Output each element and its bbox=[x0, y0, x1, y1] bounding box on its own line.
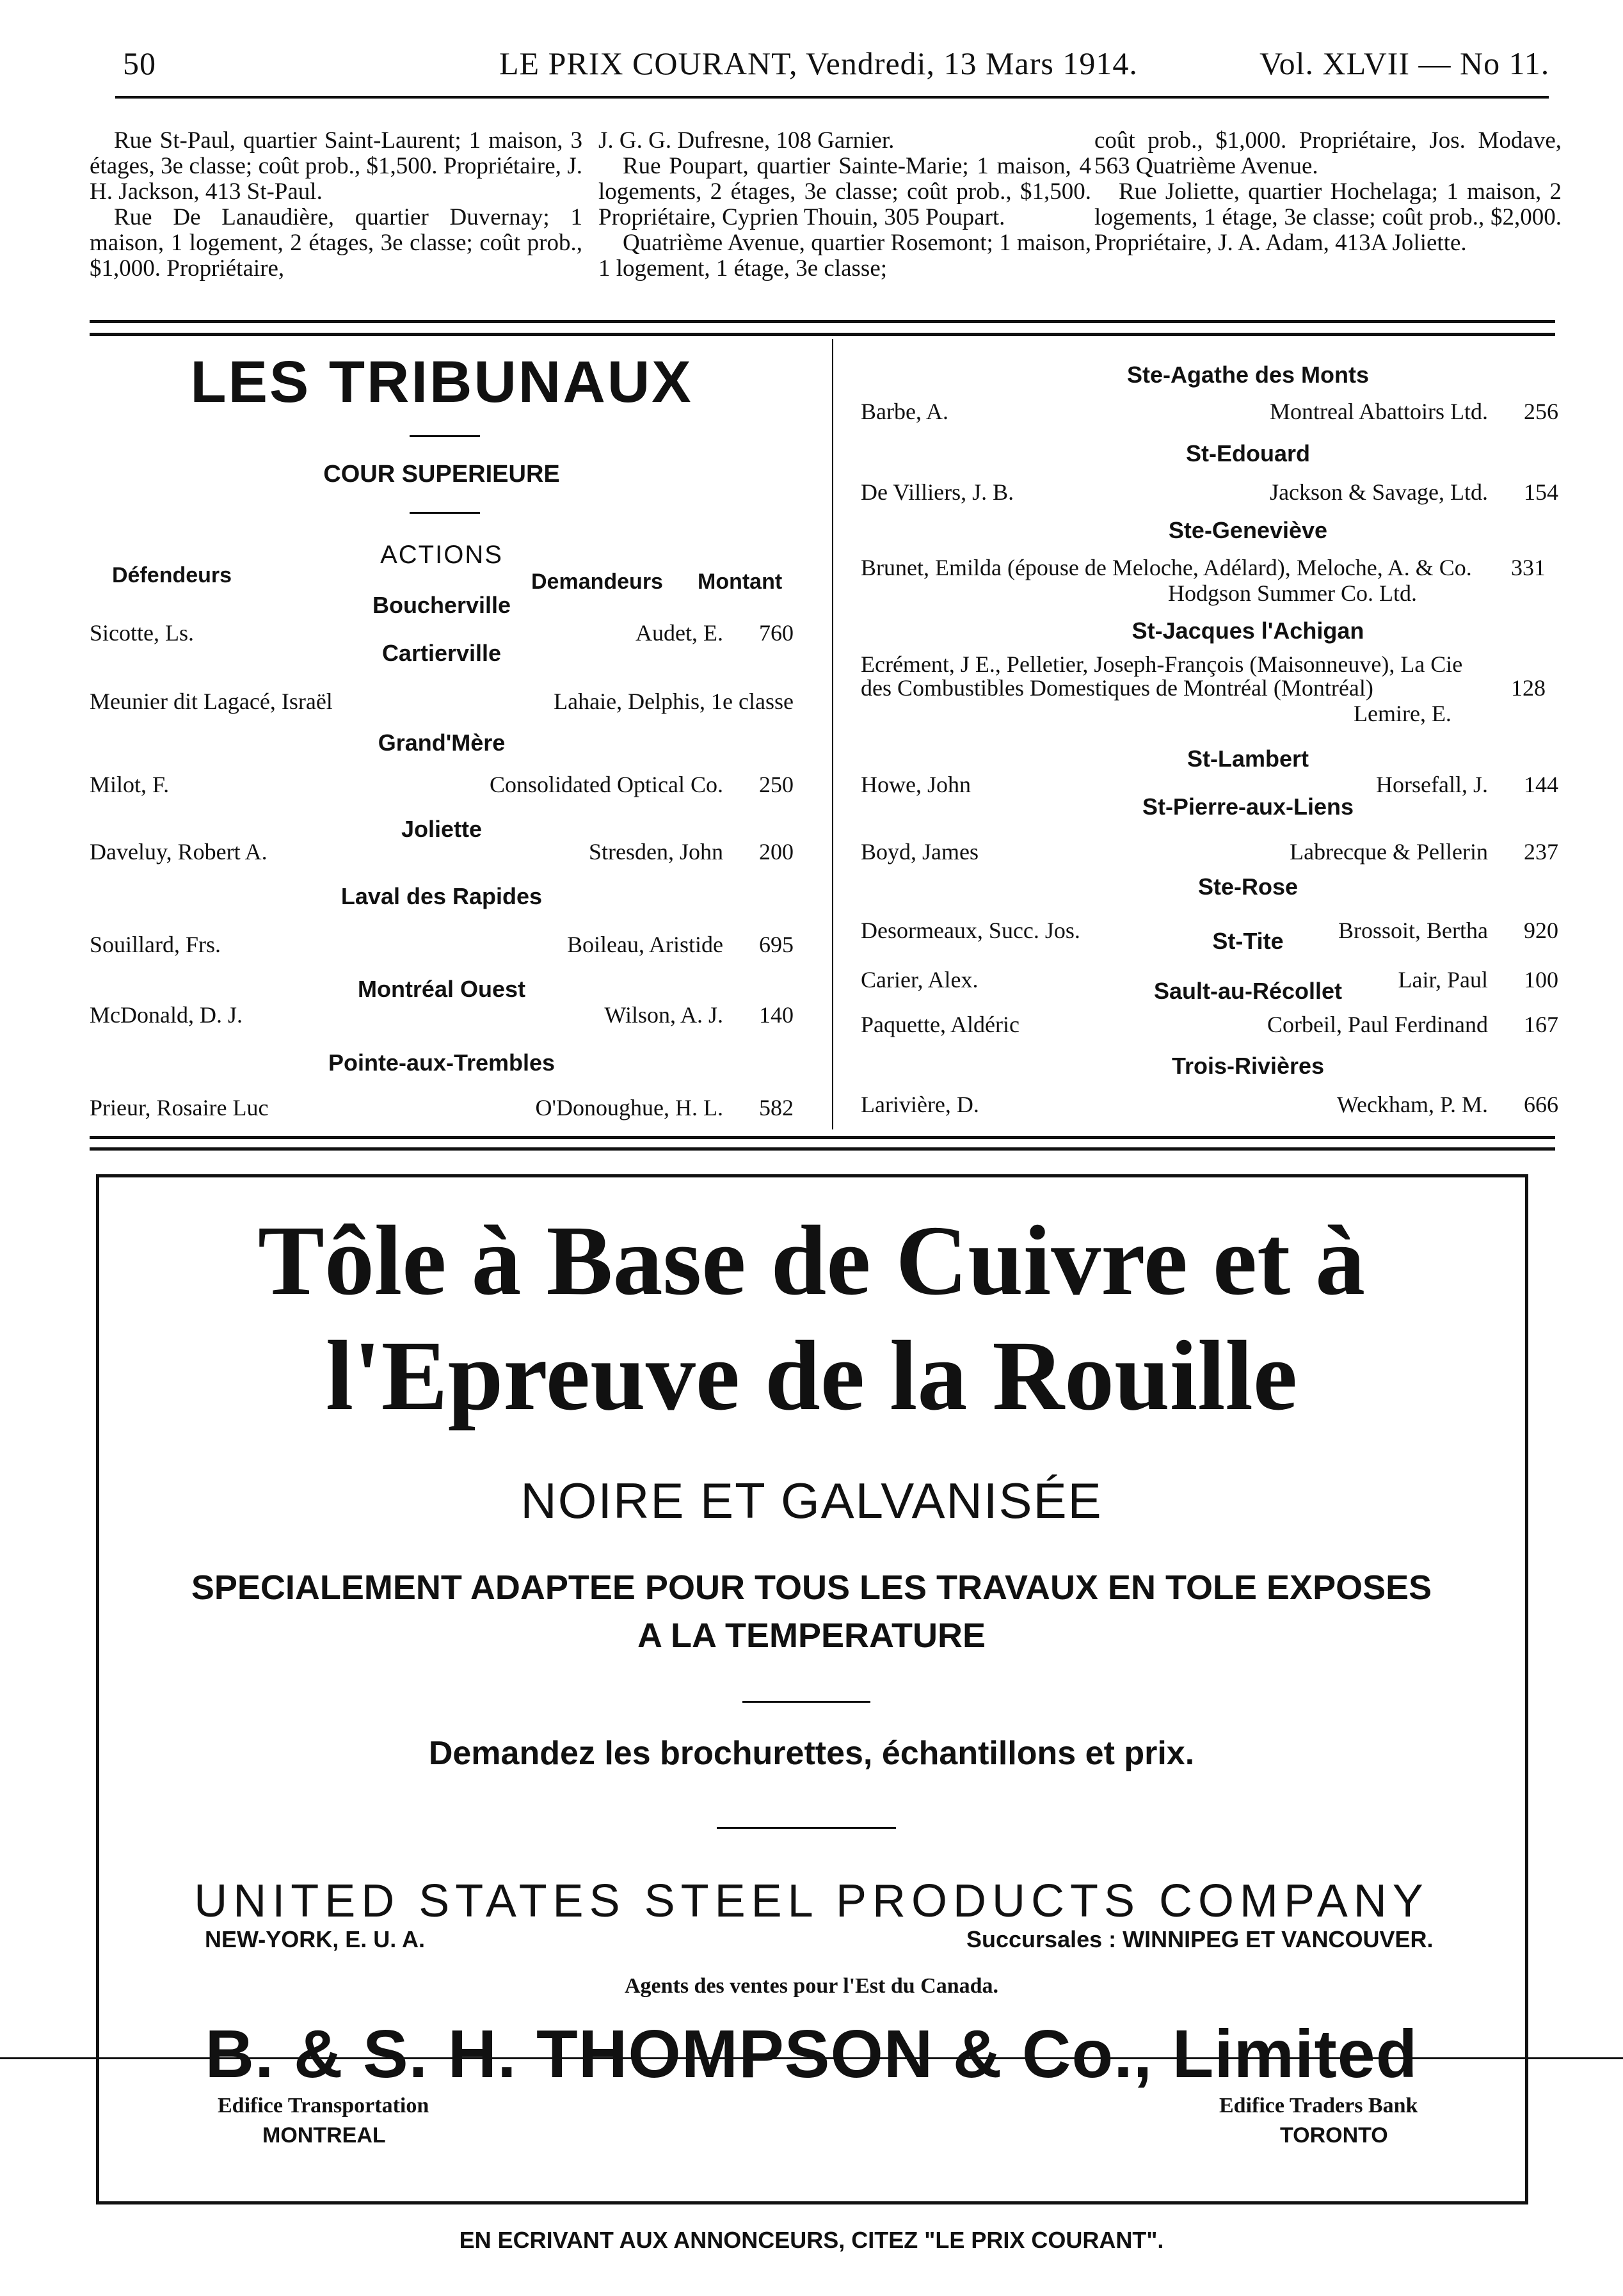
amount: 666 bbox=[1524, 1092, 1558, 1117]
plaintiff: Lahaie, Delphis, 1e classe bbox=[554, 689, 794, 714]
ad-headline-line-1: Tôle à Base de Cuivre et à bbox=[257, 1205, 1366, 1316]
ad-agent-name: B. & S. H. THOMPSON & Co., Limited bbox=[205, 2016, 1418, 2092]
place-heading: Boucherville bbox=[372, 592, 511, 618]
plaintiff: Lemire, E. bbox=[1354, 701, 1451, 726]
place-heading: Cartierville bbox=[381, 640, 502, 666]
place-heading: Ste-Rose bbox=[1197, 873, 1299, 900]
plaintiff: Montreal Abattoirs Ltd. bbox=[1270, 399, 1488, 424]
amount: 920 bbox=[1524, 918, 1558, 943]
amount: 200 bbox=[759, 839, 794, 865]
plaintiff: Jackson & Savage, Ltd. bbox=[1270, 479, 1488, 505]
place-heading: St-Tite bbox=[1212, 928, 1284, 954]
case-row bbox=[861, 398, 1558, 425]
volume-number: Vol. XLVII — No 11. bbox=[1259, 45, 1550, 81]
column-divider bbox=[832, 339, 833, 1129]
plaintiff: Stresden, John bbox=[589, 839, 723, 865]
case-row bbox=[90, 1001, 794, 1028]
ad-office-right-city: TORONTO bbox=[1280, 2123, 1388, 2148]
defendant: Carier, Alex. bbox=[861, 967, 979, 993]
defendant: Boyd, James bbox=[861, 839, 979, 865]
defendant: Brunet, Emilda (épouse de Meloche, Adélard), Meloche, A. & Co. bbox=[861, 555, 1472, 580]
amount: 250 bbox=[759, 772, 794, 797]
tribunaux-title: LES TRIBUNAUX bbox=[190, 349, 693, 415]
plaintiff: Boileau, Aristide bbox=[567, 932, 723, 957]
defendant: Barbe, A. bbox=[861, 399, 948, 424]
plaintiff: Lair, Paul bbox=[1398, 967, 1488, 993]
amount: 760 bbox=[759, 620, 794, 646]
defendant: Ecrément, J E., Pelletier, Joseph-François (Maisonneuve), La Cie des Combustibles Domestiques de Montréal (Montréal) bbox=[861, 651, 1463, 701]
header-montant: Montant bbox=[698, 570, 783, 594]
amount: 100 bbox=[1524, 967, 1558, 993]
plaintiff: Wilson, A. J. bbox=[604, 1002, 723, 1028]
place-heading: St-Pierre-aux-Liens bbox=[1142, 793, 1354, 820]
permit-entry: Rue Joliette, quartier Hochelaga; 1 maison, 2 logements, 1 étage, 3e classe; coût prob., $2,000. Propriétaire, J. A. Adam, 413A Joliette. bbox=[1094, 179, 1562, 256]
place-heading: St-Lambert bbox=[1187, 745, 1309, 772]
amount: 582 bbox=[759, 1095, 794, 1120]
page-footer: EN ECRIVANT AUX ANNONCEURS, CITEZ "LE PRIX COURANT". bbox=[459, 2227, 1164, 2253]
amount: 154 bbox=[1524, 479, 1558, 505]
section-rule bbox=[90, 333, 1555, 336]
amount: 140 bbox=[759, 1002, 794, 1028]
plaintiff: Hodgson Summer Co. Ltd. bbox=[1168, 580, 1418, 606]
case-row bbox=[861, 1011, 1558, 1038]
header-rule bbox=[115, 96, 1549, 99]
permits-column-2 bbox=[598, 128, 1091, 282]
place-heading: St-Jacques l'Achigan bbox=[1131, 618, 1364, 644]
ad-branches: Succursales : WINNIPEG ET VANCOUVER. bbox=[966, 1926, 1434, 1952]
amount: 128 bbox=[1511, 675, 1546, 701]
defendant: Howe, John bbox=[861, 772, 971, 797]
permit-entry: Rue Poupart, quartier Sainte-Marie; 1 maison, 4 logements, 2 étages, 3e classe; coût prob., $1,500. Propriétaire, Cyprien Thouin, 305 Poupart. bbox=[598, 153, 1091, 230]
place-heading: Sault-au-Récollet bbox=[1153, 978, 1343, 1004]
defendant: Paquette, Aldéric bbox=[861, 1012, 1019, 1037]
permit-entry: J. G. G. Dufresne, 108 Garnier. bbox=[598, 127, 895, 154]
ad-office-right-building: Edifice Traders Bank bbox=[1219, 2094, 1418, 2117]
amount: 144 bbox=[1524, 772, 1558, 797]
ad-headline-line-2: l'Epreuve de la Rouille bbox=[325, 1320, 1298, 1431]
section-rule bbox=[90, 1136, 1555, 1139]
permit-entry: Quatrième Avenue, quartier Rosemont; 1 maison, 1 logement, 1 étage, 3e classe; bbox=[598, 230, 1091, 282]
amount: 167 bbox=[1524, 1012, 1558, 1037]
amount: 237 bbox=[1524, 839, 1558, 865]
defendant: Sicotte, Ls. bbox=[90, 620, 194, 646]
place-heading: Montréal Ouest bbox=[357, 976, 526, 1002]
amount: 256 bbox=[1524, 399, 1558, 424]
plaintiff: Weckham, P. M. bbox=[1336, 1092, 1488, 1117]
case-row bbox=[861, 479, 1558, 506]
ad-office-left-city: MONTREAL bbox=[262, 2123, 386, 2148]
running-title: LE PRIX COURANT, Vendredi, 13 Mars 1914. bbox=[499, 45, 1138, 81]
plaintiff: Audet, E. bbox=[636, 620, 723, 646]
place-heading: Ste-Geneviève bbox=[1168, 517, 1328, 543]
defendant: Milot, F. bbox=[90, 772, 170, 797]
ad-company-city: NEW-YORK, E. U. A. bbox=[205, 1926, 425, 1952]
case-row bbox=[861, 555, 1558, 580]
ad-special-line-1: SPECIALEMENT ADAPTEE POUR TOUS LES TRAVAUX EN TOLE EXPOSES bbox=[191, 1568, 1432, 1607]
defendant: Larivière, D. bbox=[861, 1092, 979, 1117]
plaintiff: O'Donoughue, H. L. bbox=[535, 1095, 723, 1120]
amount: 331 bbox=[1511, 555, 1546, 580]
amount: 695 bbox=[759, 932, 794, 957]
ad-divider bbox=[717, 1827, 896, 1829]
defendant: Souillard, Frs. bbox=[90, 932, 221, 957]
permit-entry: coût prob., $1,000. Propriétaire, Jos. Modave, 563 Quatrième Avenue. bbox=[1094, 127, 1562, 179]
ad-office-left-building: Edifice Transportation bbox=[218, 2094, 429, 2117]
section-rule bbox=[90, 320, 1555, 323]
case-row bbox=[861, 1091, 1558, 1118]
ad-company-name: UNITED STATES STEEL PRODUCTS COMPANY bbox=[194, 1876, 1429, 1927]
ad-agents-line: Agents des ventes pour l'Est du Canada. bbox=[624, 1974, 999, 1998]
defendant: De Villiers, J. B. bbox=[861, 479, 1014, 505]
plaintiff: Brossoit, Bertha bbox=[1338, 918, 1488, 943]
court-underline bbox=[410, 512, 480, 514]
defendant: McDonald, D. J. bbox=[90, 1002, 243, 1028]
page-number: 50 bbox=[123, 45, 156, 81]
place-heading: Trois-Rivières bbox=[1171, 1053, 1325, 1079]
header-defendeurs: Défendeurs bbox=[112, 563, 232, 587]
plaintiff: Horsefall, J. bbox=[1376, 772, 1488, 797]
case-row bbox=[90, 688, 794, 715]
place-heading: Pointe-aux-Trembles bbox=[328, 1049, 556, 1076]
case-row bbox=[861, 653, 1558, 700]
place-heading: Joliette bbox=[401, 816, 483, 842]
plaintiff: Labrecque & Pellerin bbox=[1290, 839, 1488, 865]
defendant: Daveluy, Robert A. bbox=[90, 839, 268, 865]
title-underline bbox=[410, 435, 480, 437]
section-rule bbox=[90, 1147, 1555, 1151]
permit-entry: Rue St-Paul, quartier Saint-Laurent; 1 maison, 3 étages, 3e classe; coût prob., $1,500. Propriétaire, J. H. Jackson, 413 St-Paul. bbox=[90, 127, 582, 205]
place-heading: Laval des Rapides bbox=[340, 883, 543, 909]
place-heading: St-Edouard bbox=[1186, 440, 1310, 466]
case-row bbox=[90, 1094, 794, 1121]
ad-special-line-2: A LA TEMPERATURE bbox=[637, 1616, 986, 1655]
case-row bbox=[90, 771, 794, 798]
case-row bbox=[861, 838, 1558, 865]
place-heading: Ste-Agathe des Monts bbox=[1126, 362, 1370, 388]
header-demandeurs: Demandeurs bbox=[531, 570, 663, 594]
defendant: Meunier dit Lagacé, Israël bbox=[90, 689, 333, 714]
case-row bbox=[90, 838, 794, 865]
permits-column-1 bbox=[90, 128, 582, 282]
permit-entry: Rue De Lanaudière, quartier Duvernay; 1 maison, 1 logement, 2 étages, 3e classe; coût prob., $1,000. Propriétaire, bbox=[90, 204, 582, 282]
defendant: Prieur, Rosaire Luc bbox=[90, 1095, 269, 1120]
plaintiff: Corbeil, Paul Ferdinand bbox=[1267, 1012, 1488, 1037]
defendant: Desormeaux, Succ. Jos. bbox=[861, 918, 1080, 943]
ad-subheadline: NOIRE ET GALVANISÉE bbox=[520, 1472, 1103, 1529]
place-heading: Grand'Mère bbox=[378, 729, 506, 756]
court-title: COUR SUPERIEURE bbox=[323, 461, 560, 488]
permits-column-3 bbox=[1094, 128, 1562, 256]
ad-request-line: Demandez les brochurettes, échantillons et prix. bbox=[428, 1735, 1195, 1772]
actions-label: ACTIONS bbox=[380, 541, 503, 569]
ad-divider bbox=[742, 1701, 870, 1703]
plaintiff: Consolidated Optical Co. bbox=[490, 772, 723, 797]
case-row bbox=[90, 931, 794, 958]
